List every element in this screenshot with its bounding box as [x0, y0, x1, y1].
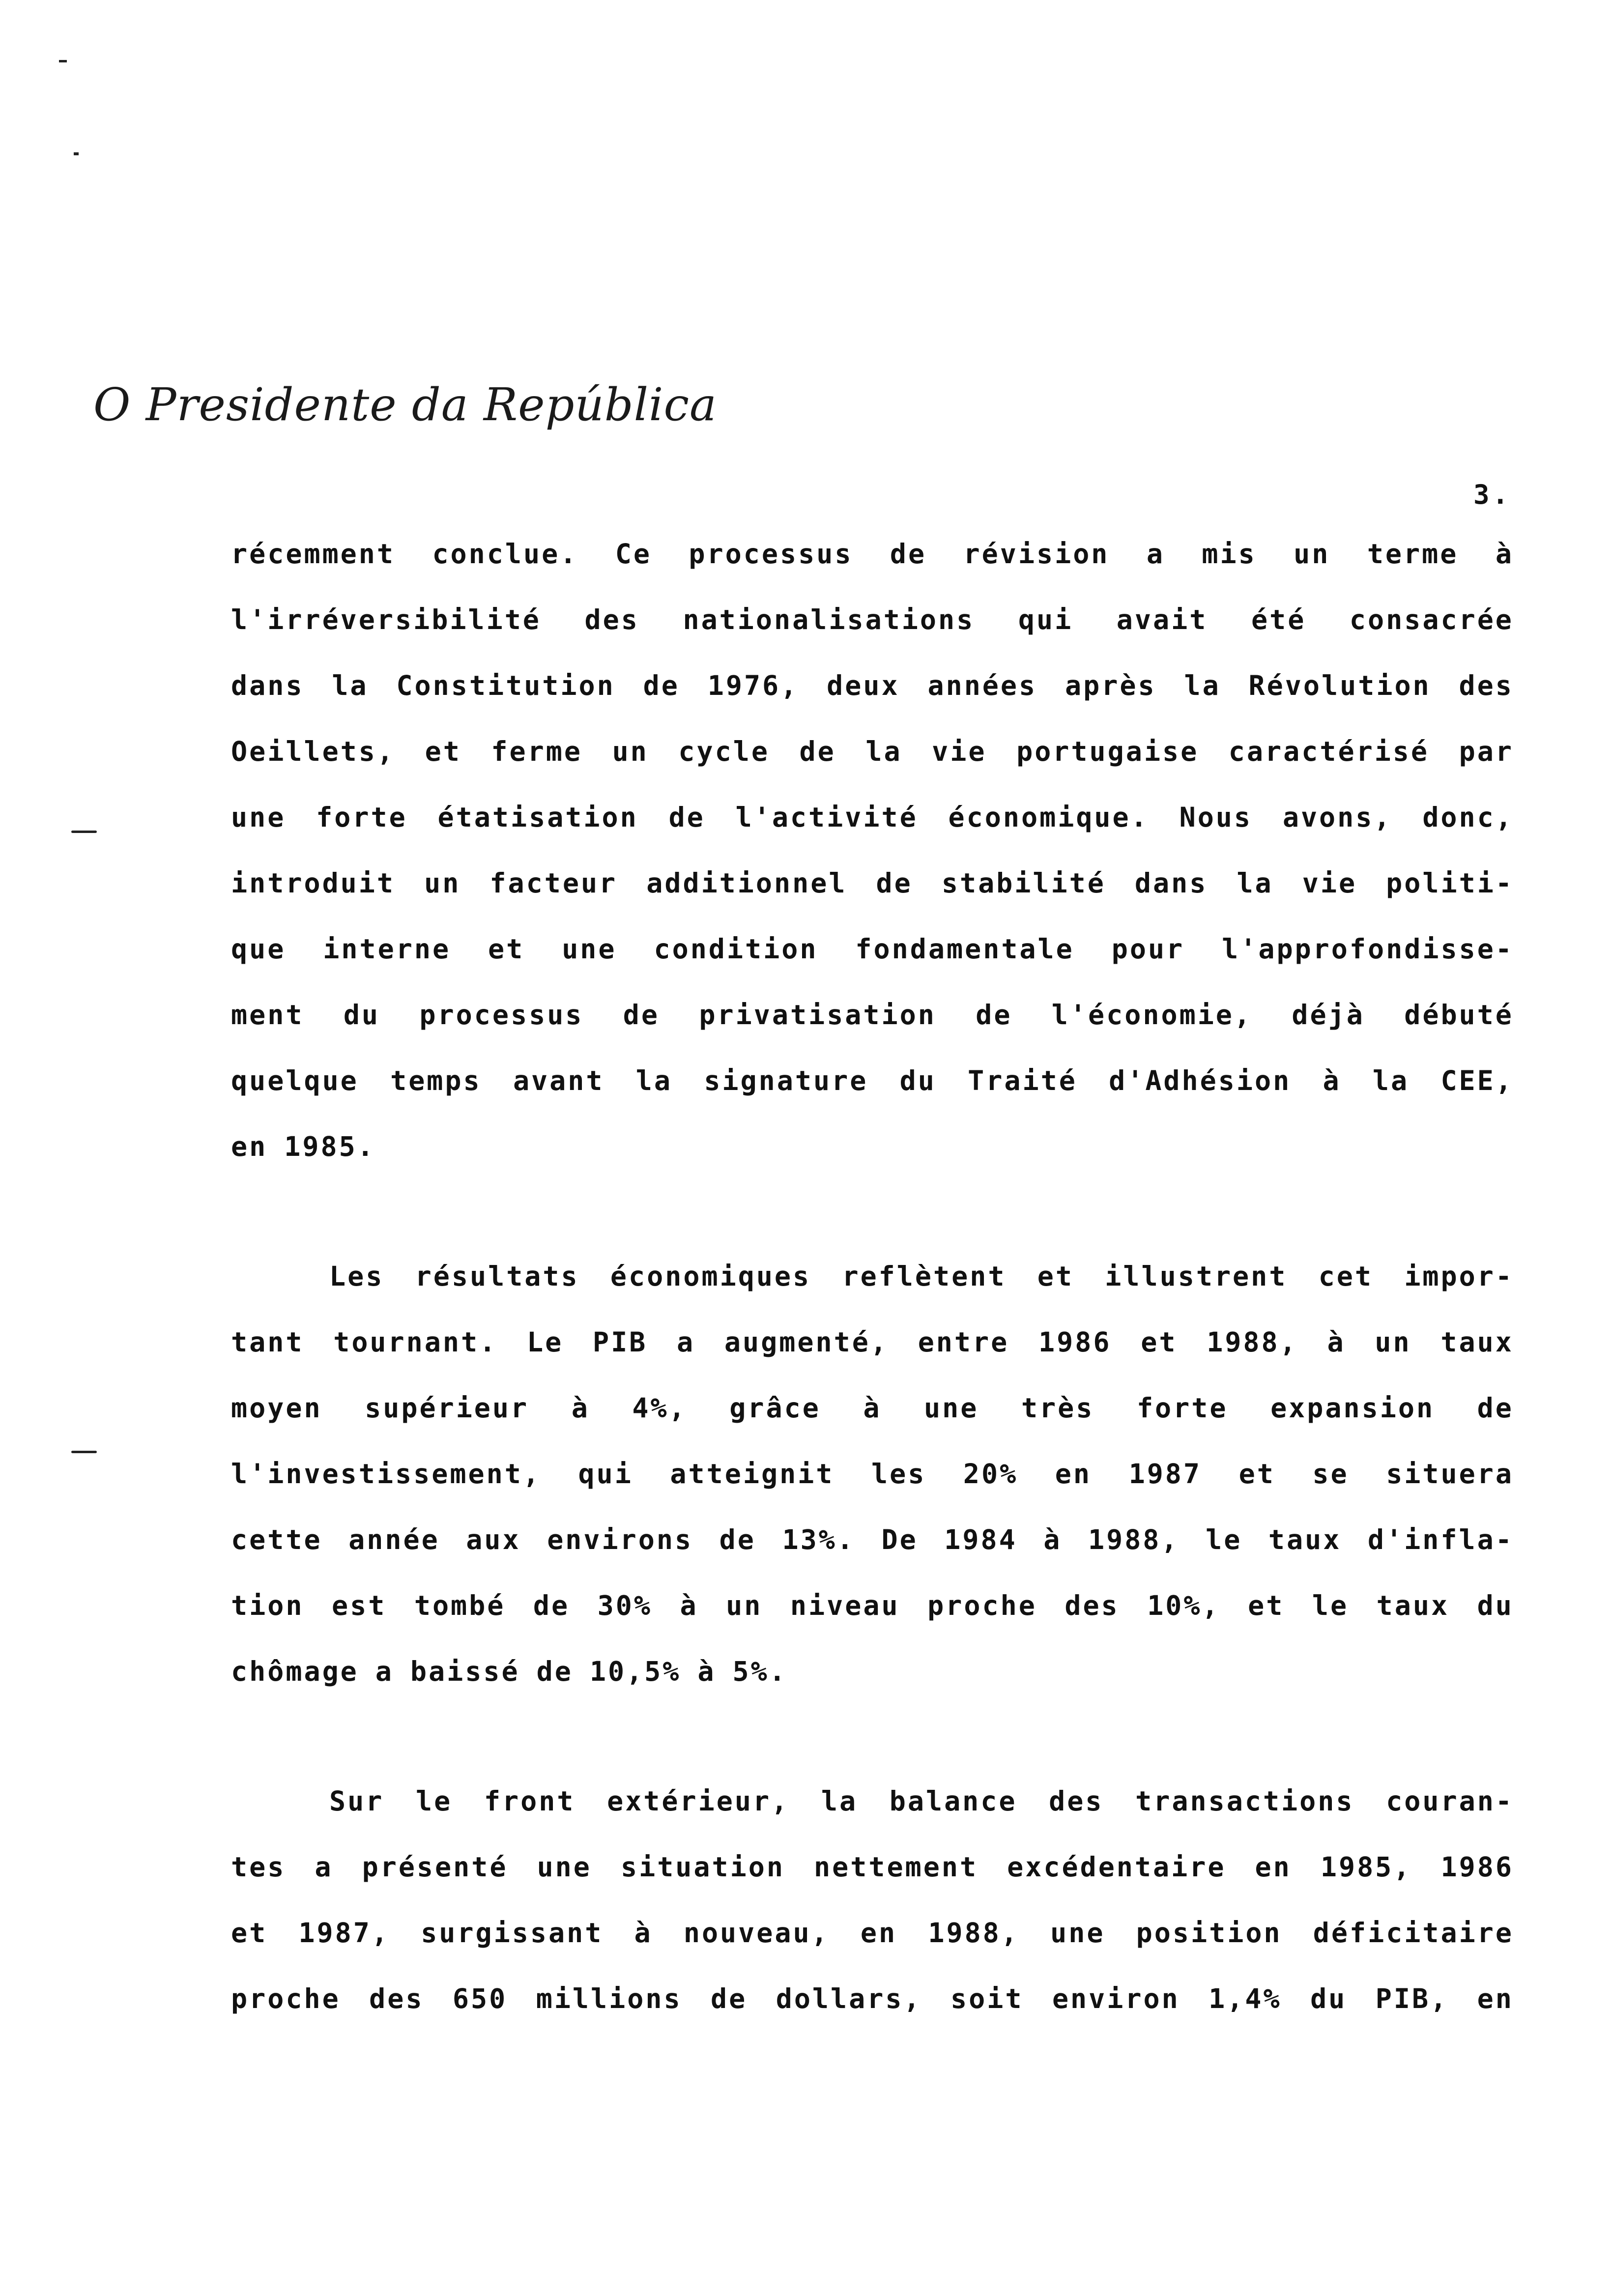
word: du [899, 1065, 936, 1096]
word: et [1037, 1261, 1074, 1292]
scan-speck [59, 60, 67, 62]
word: expansion [1270, 1392, 1435, 1424]
word: du [1310, 1983, 1347, 2014]
word: couran- [1386, 1785, 1514, 1817]
word: l'investissement, [231, 1458, 541, 1490]
word: millions [536, 1983, 682, 2014]
word: front [484, 1785, 576, 1817]
word: 20% [963, 1458, 1018, 1490]
word: le [1206, 1524, 1242, 1555]
word: par [1459, 736, 1514, 767]
word: une [924, 1392, 979, 1424]
word: débuté [1404, 999, 1514, 1031]
word: caractérisé [1228, 736, 1430, 767]
text-line [231, 1768, 1514, 1834]
word: l'approfondisse- [1222, 933, 1514, 965]
scan-speck [74, 152, 79, 155]
word: Sur [329, 1785, 384, 1817]
word: 1986 [1038, 1326, 1112, 1358]
word: déficitaire [1313, 1917, 1514, 1949]
word: à [1327, 1326, 1346, 1358]
word: de [799, 736, 836, 767]
word: la [635, 1065, 673, 1096]
word: illustrent [1105, 1261, 1288, 1292]
word: de [976, 999, 1012, 1031]
word: PIB [592, 1326, 648, 1358]
word: Le [526, 1326, 564, 1358]
text-line [231, 718, 1514, 784]
word: 4%, [632, 1392, 687, 1424]
word: des [1459, 670, 1514, 701]
word: environs [547, 1524, 693, 1555]
word: du [343, 999, 380, 1031]
word: processus [689, 538, 853, 570]
word: de [536, 1656, 573, 1687]
paragraph-2 [231, 1243, 1514, 1704]
word: qui [578, 1458, 633, 1490]
word: forte [316, 802, 407, 833]
word: 10,5% [589, 1656, 681, 1687]
text-line [231, 653, 1514, 718]
text-line [231, 1375, 1514, 1441]
text-line [231, 587, 1514, 653]
word: que [231, 933, 286, 965]
word: à [1043, 1524, 1062, 1555]
word: De [881, 1524, 918, 1555]
word: proche [231, 1983, 341, 2014]
word: moyen [231, 1392, 322, 1424]
word: 1976, [707, 670, 799, 701]
word: proche [927, 1590, 1037, 1621]
text-line [231, 850, 1514, 916]
word: révision [963, 538, 1110, 570]
word: impor- [1404, 1261, 1514, 1292]
word: une [537, 1851, 592, 1883]
word: à [680, 1590, 698, 1621]
word: a [315, 1851, 333, 1883]
word: la [865, 736, 902, 767]
word: 1986 [1440, 1851, 1514, 1883]
text-line [231, 1834, 1514, 1900]
word: a [1146, 538, 1165, 570]
word: 1987 [1128, 1458, 1202, 1490]
word: de [533, 1590, 570, 1621]
word: l'irréversibilité [231, 604, 541, 635]
text-line [231, 1243, 1514, 1309]
word: un [726, 1590, 763, 1621]
word: Les [329, 1261, 384, 1292]
word: facteur [489, 867, 618, 899]
text-line [231, 1966, 1514, 2032]
word: chômage [231, 1656, 359, 1687]
word: surgissant [421, 1917, 604, 1949]
word: en [1055, 1458, 1092, 1490]
word: tes [231, 1851, 286, 1883]
word: terme [1367, 538, 1459, 570]
word: la [821, 1785, 858, 1817]
word: et [425, 736, 461, 767]
word: additionnel [646, 867, 847, 899]
word: des [1065, 1590, 1120, 1621]
word: des [584, 604, 639, 635]
word: PIB, [1375, 1983, 1449, 2014]
word: taux [1440, 1326, 1514, 1358]
word: Oeillets, [231, 736, 396, 767]
word: pour [1111, 933, 1185, 965]
word: dans [231, 670, 304, 701]
word: la [1372, 1065, 1410, 1096]
word: est [331, 1590, 387, 1621]
word: récemment [231, 538, 396, 570]
word: économiques [610, 1261, 811, 1292]
word: mis [1202, 538, 1257, 570]
word: avant [513, 1065, 604, 1096]
word: économique. [948, 802, 1149, 833]
word: avait [1116, 604, 1208, 635]
text-line [231, 1573, 1514, 1638]
word: de [711, 1983, 748, 2014]
text-line [231, 1507, 1514, 1573]
word: a [375, 1656, 394, 1687]
paragraph-1 [231, 521, 1514, 1179]
word: des [1049, 1785, 1104, 1817]
letterhead: O Presidente da República [93, 378, 717, 431]
word: été [1251, 604, 1306, 635]
word: vie [1302, 867, 1357, 899]
word: en [1255, 1851, 1292, 1883]
word: une [231, 802, 286, 833]
word: donc, [1422, 802, 1514, 833]
page-number: 3. [1473, 479, 1511, 510]
word: le [415, 1785, 453, 1817]
word: à [1323, 1065, 1341, 1096]
word: nettement [814, 1851, 979, 1883]
word: augmenté, [724, 1326, 889, 1358]
word: après [1065, 670, 1156, 701]
text-line [231, 1048, 1514, 1114]
word: dans [1134, 867, 1208, 899]
word: un [1294, 538, 1330, 570]
word: en [860, 1917, 897, 1949]
word: privatisation [699, 999, 936, 1031]
word: interne [323, 933, 451, 965]
word: 1988, [1088, 1524, 1180, 1555]
word: taux [1376, 1590, 1450, 1621]
word: introduit [231, 867, 396, 899]
word: portugaise [1016, 736, 1199, 767]
word: tournant. [333, 1326, 498, 1358]
word: Nous [1179, 802, 1253, 833]
word: 1984 [944, 1524, 1017, 1555]
word: 10%, [1147, 1590, 1220, 1621]
word: tion [231, 1590, 304, 1621]
text-line [231, 784, 1514, 850]
word: fondamentale [855, 933, 1074, 965]
word: de [719, 1524, 756, 1555]
word: processus [419, 999, 584, 1031]
word: les [871, 1458, 926, 1490]
word: 1988, [1207, 1326, 1298, 1358]
word: conclue. [432, 538, 578, 570]
text-line [231, 1900, 1514, 1966]
word: Constitution [396, 670, 615, 701]
word: des [369, 1983, 424, 2014]
word: niveau [790, 1590, 900, 1621]
word: transactions [1135, 1785, 1354, 1817]
word: quelque [231, 1065, 359, 1096]
word: et [231, 1917, 268, 1949]
word: de [643, 670, 680, 701]
word: 650 [452, 1983, 508, 2014]
word: une [1050, 1917, 1105, 1949]
word: et [1141, 1326, 1178, 1358]
word: reflètent [842, 1261, 1007, 1292]
word: ferme [491, 736, 582, 767]
word: 1,4% [1209, 1983, 1282, 2014]
word: en [1477, 1983, 1514, 2014]
word: se [1312, 1458, 1349, 1490]
word: taux [1268, 1524, 1342, 1555]
text-line [231, 521, 1514, 587]
word: nationalisations [683, 604, 975, 635]
word: années [927, 670, 1037, 701]
word: condition [654, 933, 818, 965]
word: et [488, 933, 525, 965]
word: forte [1136, 1392, 1228, 1424]
word: environ [1052, 1983, 1180, 2014]
word: balance [889, 1785, 1017, 1817]
word: tombé [414, 1590, 506, 1621]
word: étatisation [437, 802, 638, 833]
word: 1988, [928, 1917, 1019, 1949]
word: présenté [362, 1851, 508, 1883]
word: tant [231, 1326, 304, 1358]
word: du [1477, 1590, 1514, 1621]
word: entre [918, 1326, 1009, 1358]
word: temps [390, 1065, 482, 1096]
word: et [1248, 1590, 1285, 1621]
word: Révolution [1248, 670, 1431, 701]
word: a [677, 1326, 695, 1358]
word: à [863, 1392, 882, 1424]
word: excédentaire [1007, 1851, 1226, 1883]
word: Traité [968, 1065, 1077, 1096]
margin-mark [71, 831, 97, 833]
word: soit [950, 1983, 1024, 2014]
word: de [1477, 1392, 1514, 1424]
word: cet [1318, 1261, 1374, 1292]
word: de [668, 802, 705, 833]
word: l'activité [735, 802, 918, 833]
word: un [424, 867, 461, 899]
word: nouveau, [683, 1917, 830, 1949]
paragraph-3 [231, 1768, 1514, 2032]
word: 13%. [782, 1524, 855, 1555]
word: Ce [615, 538, 652, 570]
text-line [231, 1638, 1514, 1704]
word: de [890, 538, 927, 570]
text-line [231, 916, 1514, 982]
text-line [231, 1441, 1514, 1507]
word: année [348, 1524, 440, 1555]
word: ment [231, 999, 304, 1031]
word: supérieur [365, 1392, 529, 1424]
word: 1985. [284, 1131, 375, 1162]
word: cycle [678, 736, 770, 767]
word: l'économie, [1051, 999, 1253, 1031]
word: un [1375, 1326, 1411, 1358]
margin-mark [71, 1451, 97, 1453]
word: 5%. [732, 1656, 787, 1687]
word: déjà [1292, 999, 1365, 1031]
word: cette [231, 1524, 322, 1555]
word: la [1237, 867, 1273, 899]
word: position [1136, 1917, 1282, 1949]
word: extérieur, [607, 1785, 790, 1817]
word: situera [1386, 1458, 1514, 1490]
word: d'Adhésion [1109, 1065, 1292, 1096]
word: 1987, [298, 1917, 390, 1949]
word: consacrée [1349, 604, 1514, 635]
text-line [231, 1114, 1514, 1179]
word: une [562, 933, 617, 965]
word: la [332, 670, 369, 701]
word: très [1021, 1392, 1094, 1424]
word: de [876, 867, 913, 899]
text-line [231, 982, 1514, 1048]
word: 30% [597, 1590, 653, 1621]
word: à [697, 1656, 716, 1687]
word: qui [1018, 604, 1073, 635]
word: baissé [410, 1656, 520, 1687]
word: situation [620, 1851, 785, 1883]
word: le [1312, 1590, 1349, 1621]
word: deux [827, 670, 900, 701]
word: politi- [1386, 867, 1514, 899]
word: en [231, 1131, 268, 1162]
word: d'infla- [1367, 1524, 1514, 1555]
word: et [1238, 1458, 1275, 1490]
word: de [623, 999, 660, 1031]
word: signature [704, 1065, 868, 1096]
word: résultats [415, 1261, 579, 1292]
word: atteignit [670, 1458, 835, 1490]
word: vie [932, 736, 987, 767]
word: avons, [1282, 802, 1392, 833]
word: 1985, [1320, 1851, 1412, 1883]
word: à [634, 1917, 653, 1949]
word: grâce [729, 1392, 821, 1424]
word: aux [466, 1524, 521, 1555]
text-line [231, 1309, 1514, 1375]
word: CEE, [1440, 1065, 1514, 1096]
word: à [571, 1392, 590, 1424]
word: à [1495, 538, 1514, 570]
word: dollars, [776, 1983, 922, 2014]
word: un [612, 736, 649, 767]
word: la [1184, 670, 1221, 701]
word: stabilité [941, 867, 1106, 899]
